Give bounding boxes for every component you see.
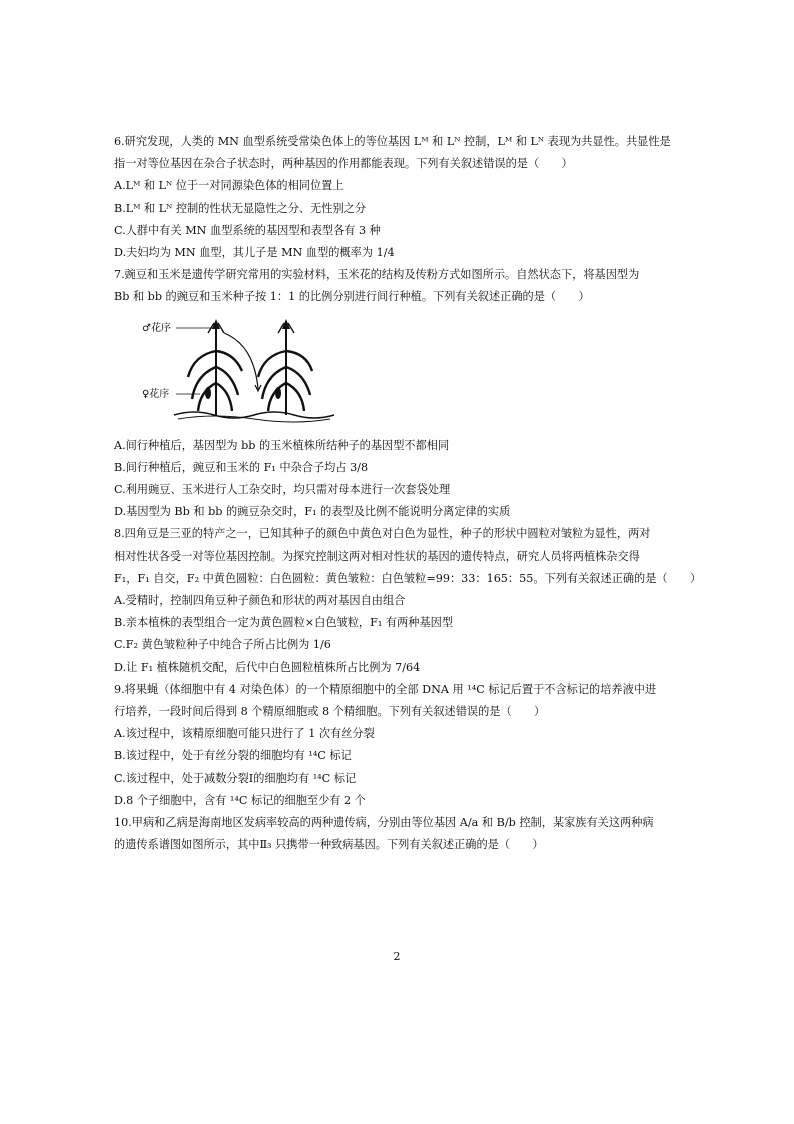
q8-option-b: B.亲本植株的表型组合一定为黄色圆粒×白色皱粒，F₁ 有两种基因型 bbox=[114, 616, 454, 630]
corn-pollination-figure bbox=[114, 315, 694, 425]
q6-option-a: A.Lᴹ 和 Lᴺ 位于一对同源染色体的相同位置上 bbox=[114, 179, 344, 193]
page-content bbox=[114, 131, 702, 856]
corn-plant-illustration bbox=[134, 315, 374, 425]
q8-option-d: D.让 F₁ 植株随机交配，后代中白色圆粒植株所占比例为 7/64 bbox=[114, 660, 421, 674]
question-6 bbox=[114, 131, 694, 264]
q7-stem-line2: Bb 和 bb 的豌豆和玉米种子按 1：1 的比例分别进行间行种植。下列有关叙述正确的是（ ） bbox=[114, 290, 590, 304]
q8-option-a: A.受精时，控制四角豆种子颜色和形状的两对基因自由组合 bbox=[114, 594, 406, 608]
q7-option-b: B.间行种植后，豌豆和玉米的 F₁ 中杂合子均占 3/8 bbox=[114, 460, 369, 474]
q7-option-c: C.利用豌豆、玉米进行人工杂交时，均只需对母本进行一次套袋处理 bbox=[114, 483, 451, 497]
q8-stem-line2: 相对性状各受一对等位基因控制。为探究控制这两对相对性状的基因的遗传特点，研究人员将两植株杂交得 bbox=[114, 549, 640, 563]
male-inflorescence-label: ♂花序 bbox=[142, 322, 171, 334]
q9-option-b: B.该过程中，处于有丝分裂的细胞均有 ¹⁴C 标记 bbox=[114, 749, 352, 763]
q8-stem-line1: 8.四角豆是三亚的特产之一，已知其种子的颜色中黄色对白色为显性，种子的形状中圆粒对皱粒为显性，两对 bbox=[114, 527, 651, 541]
corn-plant-1 bbox=[188, 319, 242, 415]
q9-stem-line2: 行培养，一段时间后得到 8 个精原细胞或 8 个精细胞。下列有关叙述错误的是（ ） bbox=[114, 705, 546, 719]
question-10 bbox=[114, 812, 694, 856]
q7-stem-line1: 7.豌豆和玉米是遗传学研究常用的实验材料，玉米花的结构及传粉方式如图所示。自然状态下，将基因型为 bbox=[114, 268, 640, 282]
q6-stem-line2: 指一对等位基因在杂合子状态时，两种基因的作用都能表现。下列有关叙述错误的是（ ） bbox=[114, 157, 573, 171]
page-number: 2 bbox=[393, 950, 401, 963]
question-9 bbox=[114, 679, 694, 812]
q9-option-c: C.该过程中，处于减数分裂Ⅰ的细胞均有 ¹⁴C 标记 bbox=[114, 771, 357, 785]
q9-option-a: A.该过程中，该精原细胞可能只进行了 1 次有丝分裂 bbox=[114, 727, 375, 741]
q7-option-a: A.间行种植后，基因型为 bb 的玉米植株所结种子的基因型不都相同 bbox=[114, 438, 450, 452]
question-8 bbox=[114, 523, 702, 678]
q10-stem-line2: 的遗传系谱图如图所示，其中Ⅱ₃ 只携带一种致病基因。下列有关叙述正确的是（ ） bbox=[114, 838, 544, 852]
q6-option-c: C.人群中有关 MN 血型系统的基因型和表型各有 3 种 bbox=[114, 223, 381, 237]
q9-stem-line1: 9.将果蝇（体细胞中有 4 对染色体）的一个精原细胞中的全部 DNA 用 ¹⁴C 标记后置于不含标记的培养液中进 bbox=[114, 682, 657, 696]
female-inflorescence-label: ♀花序 bbox=[142, 388, 170, 400]
q6-option-d: D.夫妇均为 MN 血型，其儿子是 MN 血型的概率为 1/4 bbox=[114, 246, 395, 260]
q8-option-c: C.F₂ 黄色皱粒种子中纯合子所占比例为 1/6 bbox=[114, 638, 331, 652]
q6-stem-line1: 6.研究发现，人类的 MN 血型系统受常染色体上的等位基因 Lᴹ 和 Lᴺ 控制，Lᴹ 和 Lᴺ 表现为共显性。共显性是 bbox=[114, 135, 671, 148]
question-7 bbox=[114, 264, 694, 523]
q7-option-d: D.基因型为 Bb 和 bb 的豌豆杂交时，F₁ 的表型及比例不能说明分离定律的实质 bbox=[114, 505, 511, 519]
q10-stem-line1: 10.甲病和乙病是海南地区发病率较高的两种遗传病，分别由等位基因 A/a 和 B/b 控制，某家族有关这两种病 bbox=[114, 816, 654, 830]
q8-stem-line3: F₁，F₁ 自交，F₂ 中黄色圆粒：白色圆粒：黄色皱粒：白色皱粒=99：33：165：55。下列有关叙述正确的是（ ） bbox=[114, 571, 702, 585]
q9-option-d: D.8 个子细胞中，含有 ¹⁴C 标记的细胞至少有 2 个 bbox=[114, 793, 366, 807]
corn-plant-2 bbox=[258, 319, 312, 415]
q6-option-b: B.Lᴹ 和 Lᴺ 控制的性状无显隐性之分、无性别之分 bbox=[114, 201, 367, 215]
